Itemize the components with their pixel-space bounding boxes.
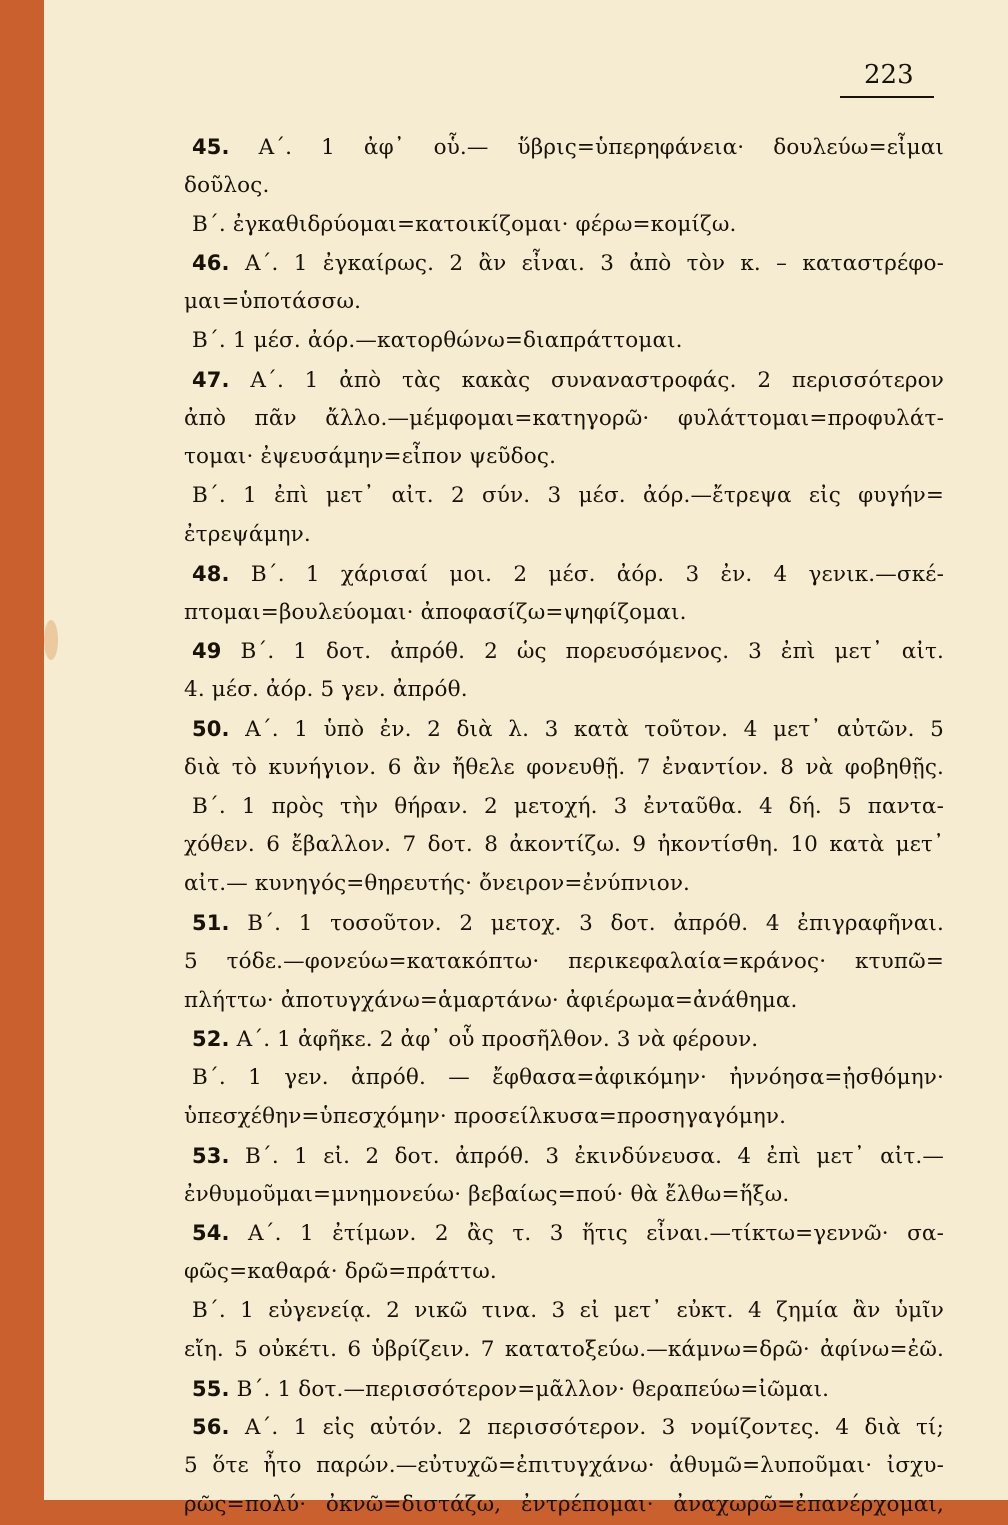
text-line [184, 283, 944, 322]
text-line [184, 438, 944, 477]
line-text: 4. μέσ. ἀόρ. 5 γεν. ἀπρόθ. [184, 677, 468, 703]
exercise-number: 52. [192, 1027, 230, 1052]
line-text: Β΄. 1 εὐγενείᾳ. 2 νικῶ τινα. 3 εἰ μετ᾽ εὐκτ. 4 ζημία ἂν ὑμῖν [192, 1297, 944, 1323]
exercise-number: 51. [192, 910, 230, 935]
exercise-number: 46. [192, 251, 230, 276]
text-line [184, 1292, 944, 1331]
text-line [184, 1486, 944, 1525]
line-text: Α΄. 1 ὑπὸ ἐν. 2 διὰ λ. 3 κατὰ τοῦτον. 4 μετ᾽ αὐτῶν. 5 [229, 716, 944, 742]
line-text: Α΄. 1 ἀφῆκε. 2 ἀφ᾽ οὗ προσῆλθον. 3 νὰ φέρουν. [229, 1027, 759, 1053]
line-text: χόθεν. 6 ἔβαλλον. 7 δοτ. 8 ἀκοντίζω. 9 ἠκοντίσθη. 10 κατὰ μετ᾽ [184, 832, 944, 858]
text-line [184, 167, 944, 206]
line-text: ἐτρεψάμην. [184, 521, 311, 547]
exercise-number: 45. [192, 135, 230, 159]
text-line [184, 1098, 944, 1137]
line-text: Β΄. 1 γεν. ἀπρόθ. — ἔφθασα=ἀφικόμην· ἠννόησα=ᾐσθόμην· [192, 1065, 944, 1091]
page-sheet [44, 0, 1008, 1517]
exercise-line [184, 244, 944, 283]
text-line [184, 400, 944, 439]
line-text: ὑπεσχέθην=ὑπεσχόμην· προσείλκυσα=προσηγαγόμην. [184, 1103, 787, 1129]
text-line [184, 1253, 944, 1292]
text-line [184, 594, 944, 633]
exercise-line [184, 361, 944, 400]
line-text: Α΄. 1 ἐτίμων. 2 ἂς τ. 3 ἥτις εἶναι.—τίκτω=γεννῶ· σα- [229, 1221, 944, 1247]
line-text: Β΄. 1 πρὸς τὴν θήραν. 2 μετοχή. 3 ἐνταῦθα. 4 δή. 5 παντα- [192, 793, 944, 819]
line-text: ἐνθυμοῦμαι=μνημονεύω· βεβαίως=πού· θὰ ἔλθω=ἥξω. [184, 1181, 790, 1207]
exercise-number: 56. [192, 1415, 230, 1440]
line-text: δοῦλος. [184, 172, 270, 198]
exercise-line [184, 128, 944, 167]
line-text: Β΄. 1 ἐπὶ μετ᾽ αἰτ. 2 σύν. 3 μέσ. ἀόρ.—ἔτρεψα εἰς φυγήν= [192, 483, 944, 509]
text-line [184, 826, 944, 865]
text-line [184, 206, 944, 245]
text-line [184, 322, 944, 361]
exercise-number: 55. [192, 1376, 230, 1401]
exercise-line [184, 555, 944, 594]
text-line [184, 788, 944, 827]
line-text: Β΄. 1 μέσ. ἀόρ.—κατορθώνω=διαπράττομαι. [192, 327, 683, 353]
line-text: Β΄. 1 χάρισαί μοι. 2 μέσ. ἀόρ. 3 ἐν. 4 γενικ.—σκέ- [229, 561, 944, 587]
line-text: Α΄. 1 εἰς αὐτόν. 2 περισσότερον. 3 νομίζοντες. 4 διὰ τί; [229, 1415, 944, 1441]
line-text: Α΄. 1 ἀφ᾽ οὗ.— ὕβρις=ὑπερηφάνεια· δουλεύω=εἶμαι [229, 135, 944, 160]
exercise-number: 48. [192, 561, 230, 586]
line-text: Β΄. 1 δοτ. ἀπρόθ. 2 ὡς πορευσόμενος. 3 ἐπὶ μετ᾽ αἰτ. [221, 639, 944, 665]
page-number: 223 [864, 60, 914, 90]
exercise-line [184, 1408, 944, 1447]
line-text: ἀπὸ πᾶν ἄλλο.—μέμφομαι=κατηγορῶ· φυλάττομαι=προφυλάτ- [184, 405, 944, 431]
page-number-rule [840, 96, 934, 98]
line-text: φῶς=καθαρά· δρῶ=πράττω. [184, 1259, 497, 1285]
line-text: αἰτ.— κυνηγός=θηρευτής· ὄνειρον=ἐνύπνιον. [184, 871, 691, 897]
exercise-line [184, 1137, 944, 1176]
exercise-number: 50. [192, 716, 230, 741]
line-text: μαι=ὑποτάσσω. [184, 289, 362, 315]
line-text: τομαι· ἐψευσάμην=εἶπον ψεῦδος. [184, 444, 557, 470]
line-text: Α΄. 1 ἀπὸ τὰς κακὰς συναναστροφάς. 2 περισσότερον [229, 367, 944, 393]
line-text: πλήττω· ἀποτυγχάνω=ἁμαρτάνω· ἀφιέρωμα=ἀνάθημα. [184, 987, 798, 1013]
exercise-line [184, 632, 944, 671]
text-line [184, 1059, 944, 1098]
line-text: εἴη. 5 οὐκέτι. 6 ὑβρίζειν. 7 κατατοξεύω.—κάμνω=δρῶ· ἀφίνω=ἐῶ. [184, 1336, 944, 1362]
text-line [184, 865, 944, 904]
exercise-line [184, 904, 944, 943]
line-text: πτομαι=βουλεύομαι· ἀποφασίζω=ψηφίζομαι. [184, 599, 687, 625]
exercise-line [184, 1214, 944, 1253]
stain [44, 620, 58, 660]
exercise-number: 47. [192, 367, 230, 392]
text-line [184, 943, 944, 982]
line-text: Α΄. 1 ἐγκαίρως. 2 ἂν εἶναι. 3 ἀπὸ τὸν κ. – καταστρέφο- [229, 251, 944, 277]
line-text: 5 ὅτε ἦτο παρών.—εὐτυχῶ=ἐπιτυγχάνω· ἀθυμῶ=λυποῦμαι· ἰσχυ- [184, 1453, 944, 1479]
line-text: Β΄. ἐγκαθιδρύομαι=κατοικίζομαι· φέρω=κομίζω. [192, 211, 737, 237]
text-line [184, 1176, 944, 1215]
line-text: Β΄. 1 δοτ.—περισσότερον=μᾶλλον· θεραπεύω=ἰῶμαι. [229, 1376, 830, 1402]
answer-key-text [184, 128, 944, 1525]
line-text: ρῶς=πολύ· ὀκνῶ=διστάζω, ἐντρέπομαι· ἀναχωρῶ=ἐπανέρχομαι, [184, 1491, 944, 1517]
exercise-number: 49 [192, 639, 222, 664]
line-text: 5 τόδε.—φονεύω=κατακόπτω· περικεφαλαία=κράνος· κτυπῶ= [184, 948, 944, 974]
text-line [184, 516, 944, 555]
exercise-number: 54. [192, 1221, 230, 1246]
text-line [184, 982, 944, 1021]
line-text: Β΄. 1 τοσοῦτον. 2 μετοχ. 3 δοτ. ἀπρόθ. 4 ἐπιγραφῆναι. [229, 910, 944, 936]
text-line [184, 749, 944, 788]
line-text: διὰ τὸ κυνήγιον. 6 ἂν ἤθελε φονευθῇ. 7 ἐναντίον. 8 νὰ φοβηθῇς. [184, 754, 944, 780]
exercise-line [184, 710, 944, 749]
text-line [184, 671, 944, 710]
exercise-number: 53. [192, 1143, 230, 1168]
text-line [184, 1331, 944, 1370]
text-line [184, 1447, 944, 1486]
exercise-line [184, 1020, 944, 1059]
line-text: Β΄. 1 εἰ. 2 δοτ. ἀπρόθ. 3 ἐκινδύνευσα. 4 ἐπὶ μετ᾽ αἰτ.— [229, 1143, 944, 1169]
exercise-line [184, 1370, 944, 1409]
text-line [184, 477, 944, 516]
